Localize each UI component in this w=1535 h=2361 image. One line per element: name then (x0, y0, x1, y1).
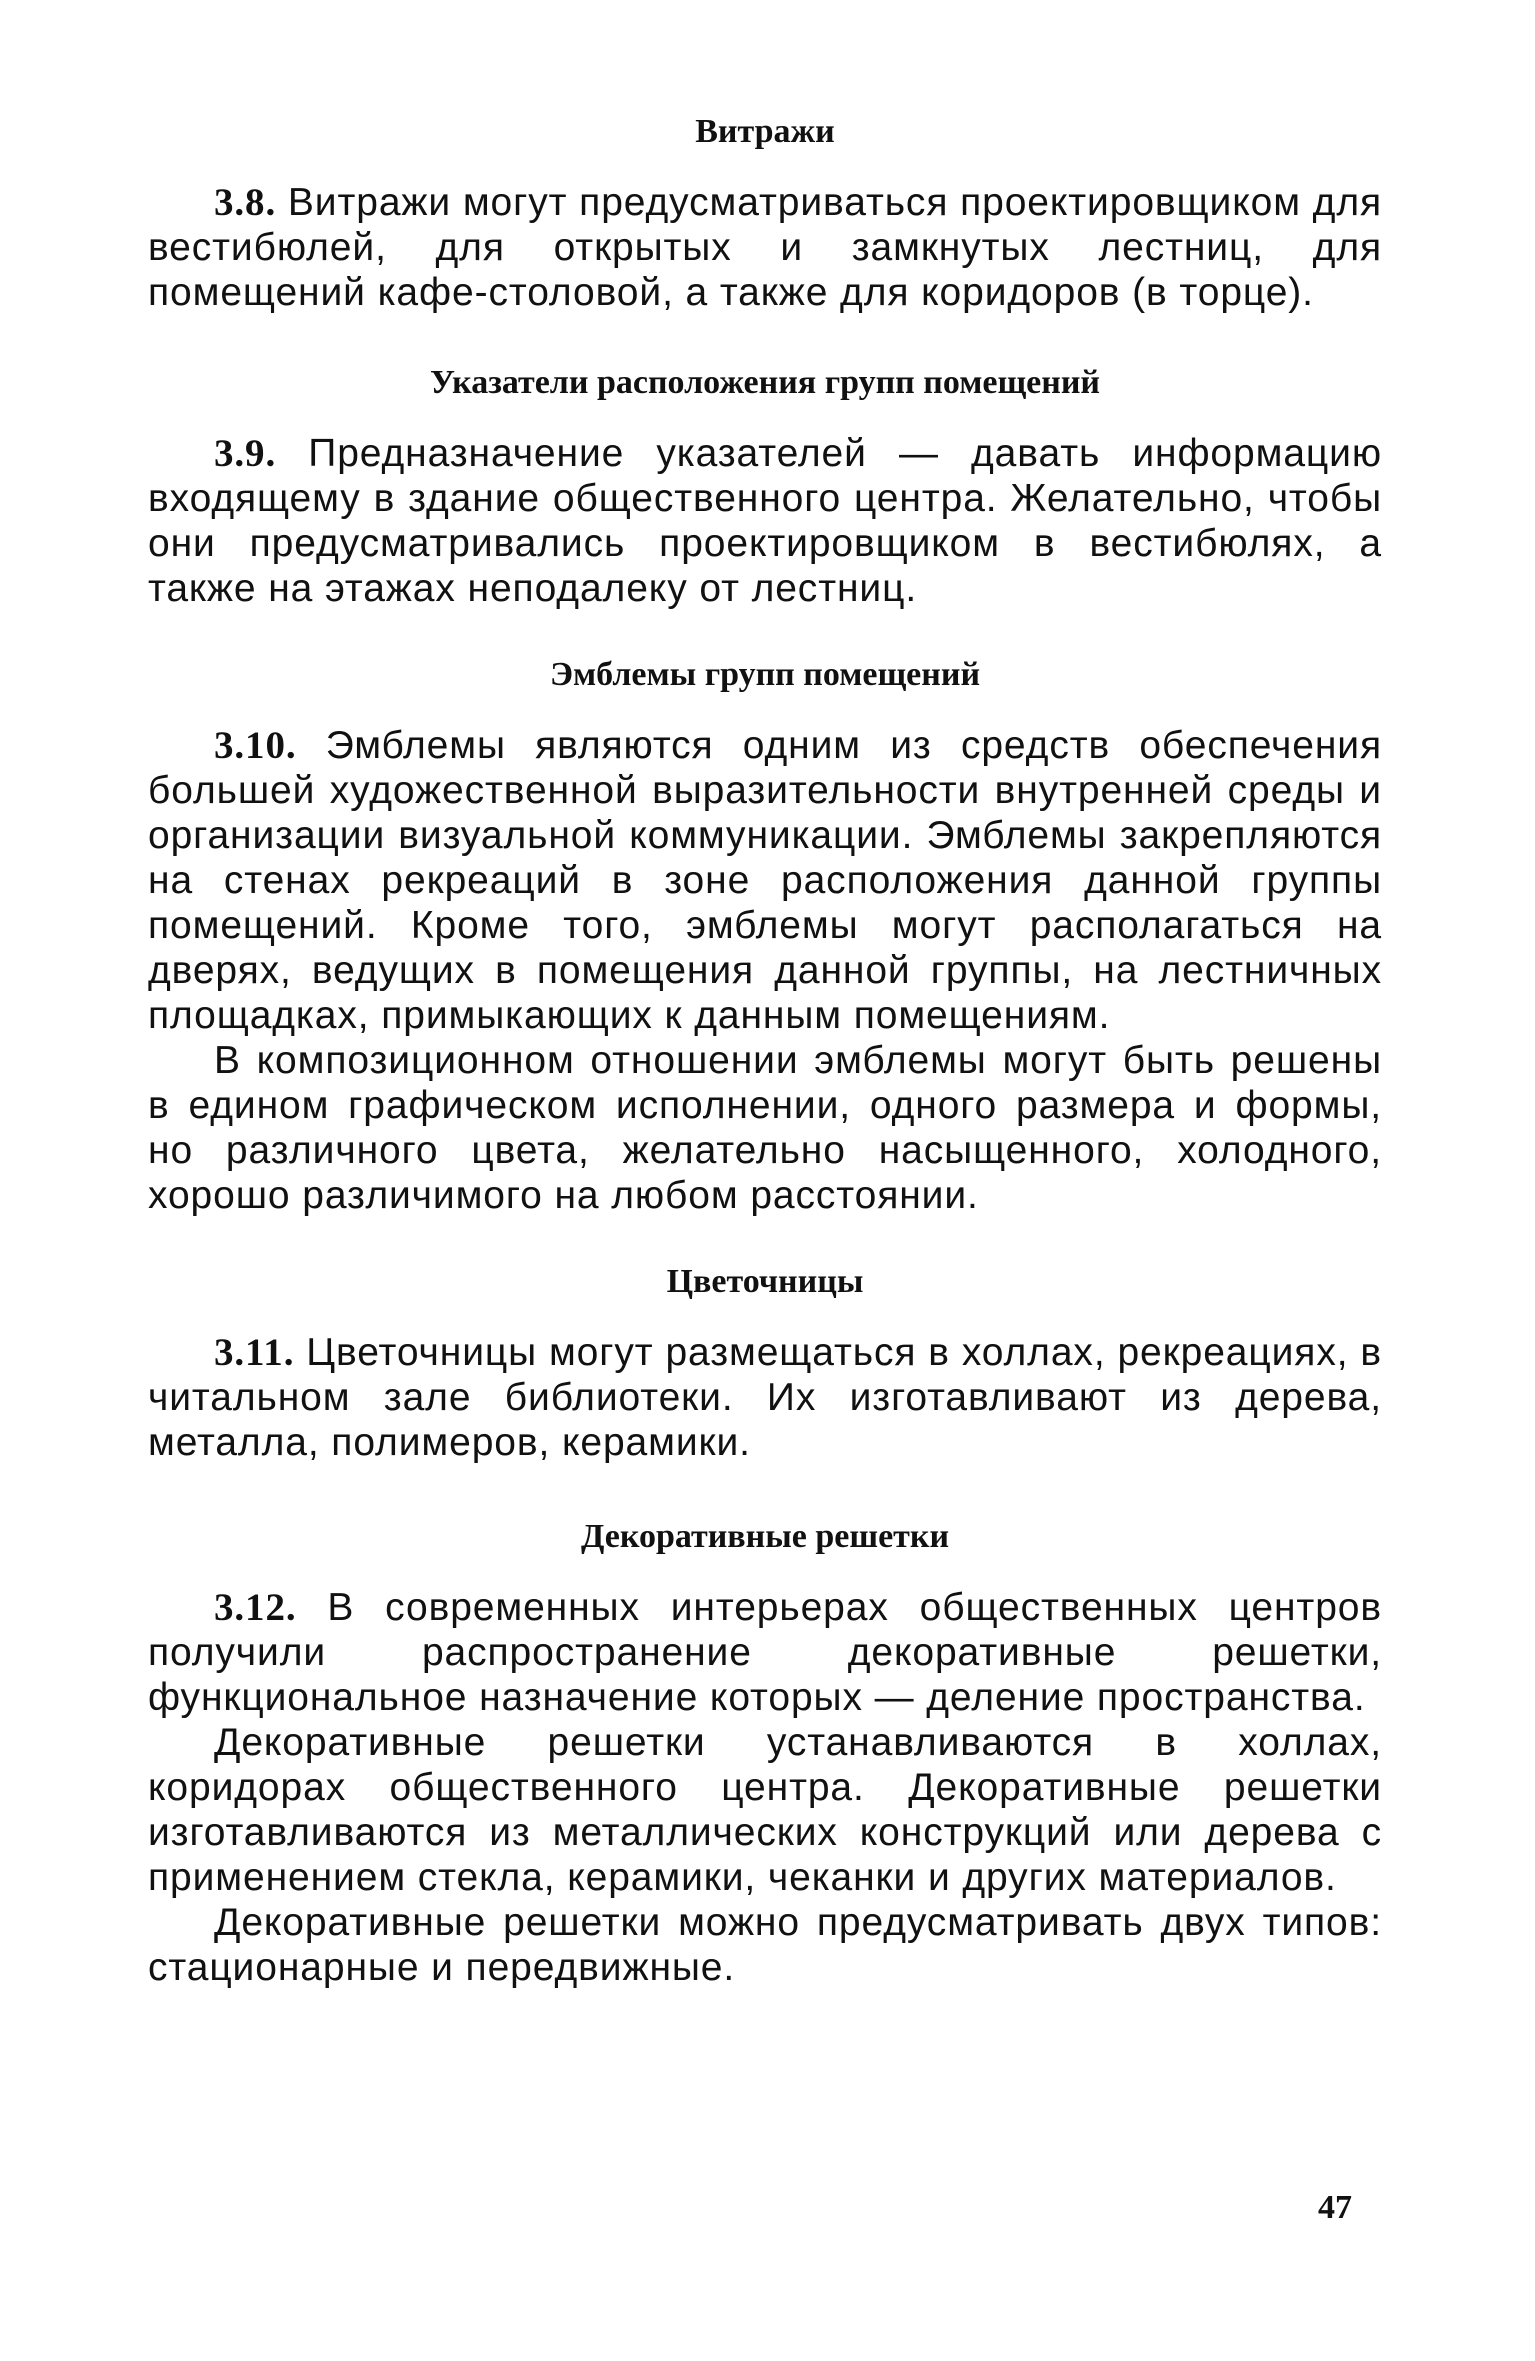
section-heading-ukazateli: Указатели расположения групп помещений (429, 364, 1101, 401)
paragraph-number: 3.8. (214, 181, 277, 224)
paragraph-3-10 (148, 723, 1382, 1038)
paragraph-number: 3.9. (214, 432, 277, 475)
paragraph-3-8 (148, 180, 1382, 315)
paragraph-3-11 (148, 1330, 1382, 1465)
paragraph-number: 3.12. (214, 1586, 297, 1629)
section-heading-vitrazhi: Витражи (695, 113, 835, 150)
paragraph-text: Витражи могут предусматриваться проектировщиком для вестибюлей, для открытых и замкнутых лестниц, для помещений кафе-столовой, а также для коридоров (в торце). (148, 181, 1382, 314)
paragraph-3-12 (148, 1585, 1382, 1720)
section-heading-emblemy: Эмблемы групп помещений (549, 656, 981, 693)
paragraph-3-10-continued: В композиционном отношении эмблемы могут быть решены в едином графическом исполнении, одного размера и формы, но различного цвета, желательно насыщенного, холодного, хорошо различимого на любом расстоянии. (148, 1039, 1382, 1217)
paragraph-text: Предназначение указателей — давать информацию входящему в здание общественного центра. Желательно, чтобы они предусматривались проектировщиком в вестибюлях, а также на этажах неподалеку от лестниц. (148, 432, 1382, 610)
paragraph-number: 3.11. (214, 1331, 295, 1374)
paragraph-text: Цветочницы могут размещаться в холлах, рекреациях, в читальном зале библиотеки. Их изготавливают из дерева, металла, полимеров, керамики. (148, 1331, 1382, 1464)
section-heading-tsvetochnitsy: Цветочницы (666, 1263, 864, 1300)
paragraph-text: В современных интерьерах общественных центров получили распространение декоративные решетки, функциональное назначение которых — деление пространства. (148, 1586, 1382, 1719)
document-page (148, 110, 1382, 1990)
paragraph-3-12-continued-1: Декоративные решетки устанавливаются в холлах, коридорах общественного центра. Декоративные решетки изготавливаются из металлических конструкций или дерева с применением стекла, керамики, чеканки и других материалов. (148, 1721, 1382, 1899)
section-heading-reshetki: Декоративные решетки (580, 1518, 950, 1555)
paragraph-text: Эмблемы являются одним из средств обеспечения большей художественной выразительности внутренней среды и организации визуальной коммуникации. Эмблемы закрепляются на стенах рекреаций в зоне расположения данной группы помещений. Кроме того, эмблемы могут располагаться на дверях, ведущих в помещения данной группы, на лестничных площадках, примыкающих к данным помещениям. (148, 724, 1382, 1037)
paragraph-3-9 (148, 431, 1382, 611)
page-number: 47 (1318, 2189, 1352, 2226)
paragraph-number: 3.10. (214, 724, 297, 767)
paragraph-3-12-continued-2: Декоративные решетки можно предусматривать двух типов: стационарные и передвижные. (148, 1901, 1382, 1989)
